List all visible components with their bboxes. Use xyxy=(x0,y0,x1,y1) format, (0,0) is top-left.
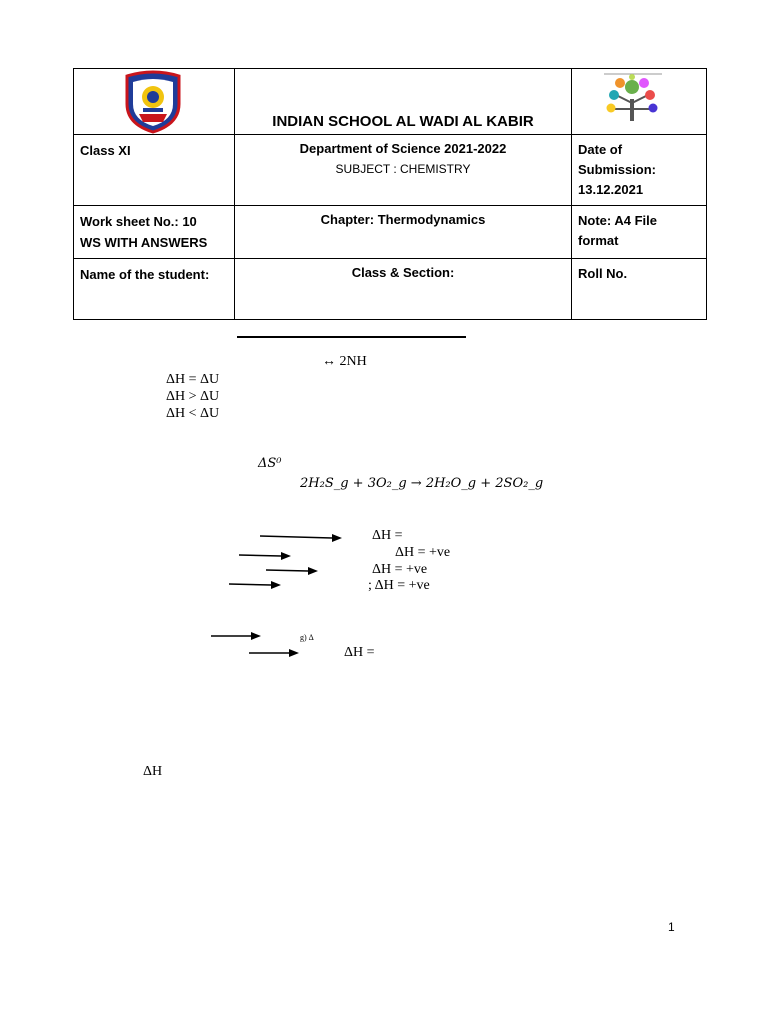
option-dh-lt-du: ΔH < ΔU xyxy=(166,406,220,421)
worksheet-number: Work sheet No.: 10 xyxy=(80,214,197,229)
school-name-cell xyxy=(235,69,572,135)
option-dh-gt-du: ΔH > ΔU xyxy=(166,389,220,404)
class-cell xyxy=(74,135,235,206)
header-table xyxy=(73,68,707,320)
arrow-6 xyxy=(249,648,299,658)
note-line-1: Note: A4 File xyxy=(578,213,657,228)
date-label-2: Submission: xyxy=(578,162,657,177)
arrow-3 xyxy=(266,566,318,576)
class-section-label: Class & Section: xyxy=(351,265,455,280)
g-delta: g) Δ xyxy=(300,633,314,642)
school-logo-cell xyxy=(74,69,235,135)
chapter-label: Chapter: Thermodynamics xyxy=(320,212,486,227)
delta-s0: ΔS⁰ xyxy=(258,456,282,471)
title-underline xyxy=(237,336,466,338)
arrow-2 xyxy=(239,551,291,561)
date-value: 13.12.2021 xyxy=(578,182,644,197)
dh-blank-1: ΔH = xyxy=(372,528,403,543)
page-number: 1 xyxy=(668,920,675,934)
dh-blank-2: ΔH = xyxy=(344,645,375,660)
note-cell xyxy=(572,206,707,259)
department-label: Department of Science 2021-2022 xyxy=(299,141,507,156)
arrow-1 xyxy=(260,532,342,542)
school-name: INDIAN SCHOOL AL WADI AL KABIR xyxy=(272,113,534,130)
class-section-cell xyxy=(235,259,572,320)
dh-positive-3: ; ΔH = +ve xyxy=(368,578,430,593)
dh-positive-1: ΔH = +ve xyxy=(395,545,451,560)
arrow-4 xyxy=(229,580,281,590)
department-cell xyxy=(235,135,572,206)
date-label: Date of xyxy=(578,142,623,157)
worksheet-cell xyxy=(74,206,235,259)
arrow-5 xyxy=(211,631,261,641)
student-name-cell xyxy=(74,259,235,320)
student-name-label: Name of the student: xyxy=(80,267,210,282)
school-crest-icon xyxy=(121,70,185,134)
reaction-fragment: ↔ 2NH xyxy=(322,354,367,369)
date-cell xyxy=(572,135,707,206)
dh-positive-2: ΔH = +ve xyxy=(372,562,428,577)
roll-no-label: Roll No. xyxy=(578,266,628,281)
tree-logo-cell xyxy=(572,69,707,135)
option-dh-eq-du: ΔH = ΔU xyxy=(166,372,220,387)
note-line-2: format xyxy=(578,233,619,248)
ws-with-answers: WS WITH ANSWERS xyxy=(80,235,208,250)
roll-no-cell xyxy=(572,259,707,320)
subject-label: SUBJECT : CHEMISTRY xyxy=(335,162,471,176)
equation: 2H₂S_g + 3O₂_g → 2H₂O_g + 2SO₂_g xyxy=(300,476,544,491)
chapter-cell xyxy=(235,206,572,259)
dh-label: ΔH xyxy=(143,764,163,779)
class-label: Class XI xyxy=(80,143,131,158)
tree-logo-icon xyxy=(602,73,664,125)
